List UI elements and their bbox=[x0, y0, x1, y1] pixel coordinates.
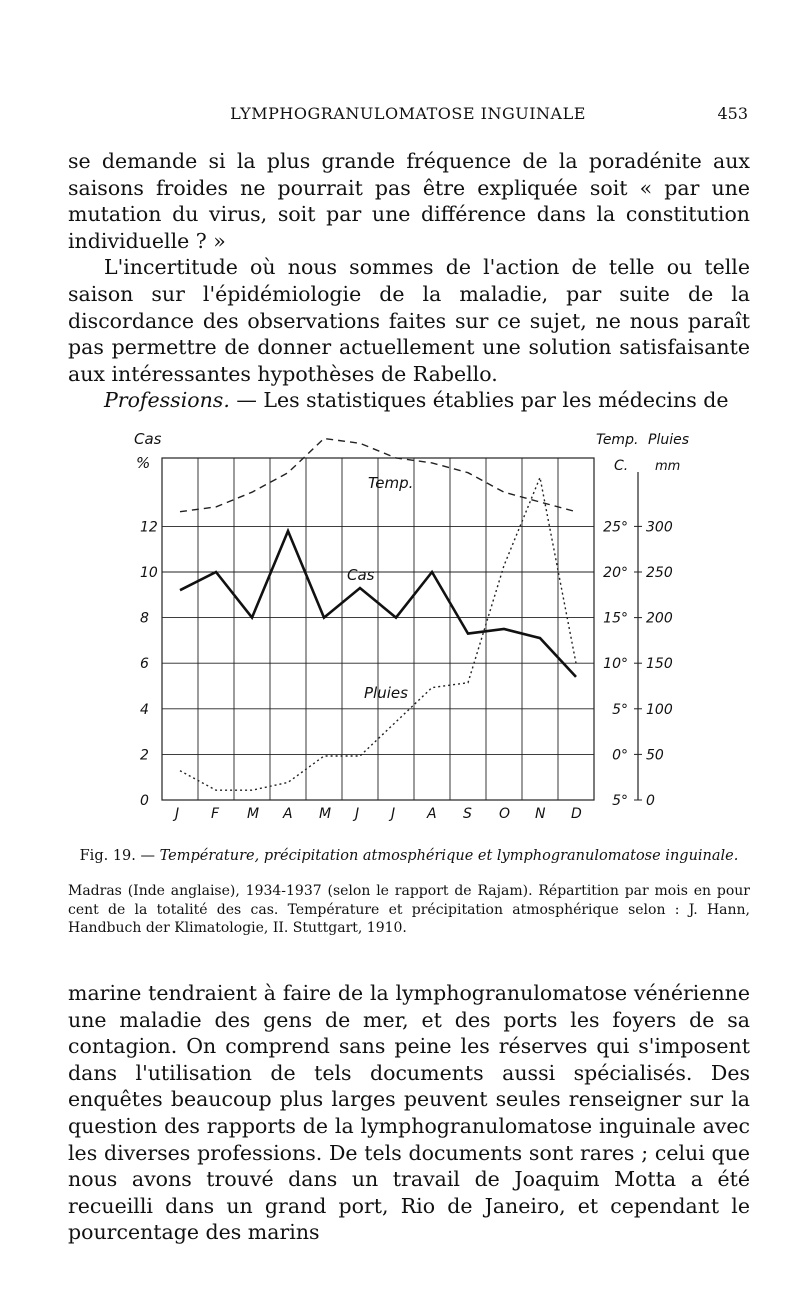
x-axis-month-label: J bbox=[355, 806, 360, 822]
chart-grid bbox=[162, 458, 594, 800]
left-axis-tick-label: 8 bbox=[140, 610, 149, 627]
temperature-tick-label: 5° bbox=[612, 793, 628, 809]
series-label-cas: Cas bbox=[347, 566, 375, 584]
temperature-tick-label: 20° bbox=[603, 565, 628, 581]
paragraph: L'incertitude où nous sommes de l'action de telle ou telle saison sur l'épidémiologie de la maladie, par suite de la discordance des observations faites sur ce sujet, ne nous paraît pas permettre de donner actuellement une solution satisfaisante aux intéressantes hypothèses de Rabello. bbox=[68, 255, 750, 386]
running-title: LYMPHOGRANULOMATOSE INGUINALE bbox=[230, 104, 586, 123]
body-text-top bbox=[68, 148, 750, 414]
right-axis-title-pluies: Pluies bbox=[648, 432, 690, 448]
rain-tick-label: 200 bbox=[646, 610, 673, 627]
rain-tick-label: 150 bbox=[646, 656, 673, 673]
right-axis-title-temp: Temp. bbox=[596, 432, 639, 448]
x-axis-month-label: J bbox=[175, 806, 180, 822]
series-label-temp: Temp. bbox=[368, 474, 414, 492]
body-text-bottom bbox=[68, 980, 750, 1246]
page-number: 453 bbox=[717, 104, 748, 123]
rain-tick-label: 250 bbox=[646, 565, 673, 581]
figure-chart bbox=[120, 428, 720, 836]
temperature-tick-label: 0° bbox=[612, 747, 628, 764]
x-axis-month-label: A bbox=[283, 806, 293, 822]
series-label-pluies: Pluies bbox=[364, 684, 408, 702]
figure-caption-body: Madras (Inde anglaise), 1934-1937 (selon le rapport de Rajam). Répartition par mois en pour cent de la totalité des cas. Température et précipitation atmosphérique selon : J. Hann, Handbuch der Klimatologie, II. Stuttgart, 1910. bbox=[68, 883, 750, 936]
x-axis-month-label: M bbox=[319, 806, 332, 822]
rain-tick-label: 100 bbox=[646, 701, 673, 718]
left-axis-title-percent: % bbox=[136, 454, 151, 472]
paragraph: marine tendraient à faire de la lymphogranulomatose vénérienne une maladie des gens de mer, et des ports les foyers de sa contagion. On comprend sans peine les réserves qui s'imposent dans l'utilisation de tels documents aussi spécialisés. Des enquêtes beaucoup plus larges peuvent seules renseigner sur la question des rapports de la lymphogranulomatose inguinale avec les diverses professions. De tels documents sont rares ; celui que nous avons trouvé dans un travail de Joaquim Motta a été recueilli dans un grand port, Rio de Janeiro, et cependant le pourcentage des marins bbox=[68, 981, 750, 1245]
temperature-tick-label: 10° bbox=[603, 656, 628, 673]
running-head bbox=[68, 104, 748, 130]
left-axis-title-cas: Cas bbox=[134, 430, 162, 448]
figure-label: Fig. 19. — bbox=[79, 848, 155, 864]
figure-title: Température, précipitation atmosphérique et lymphogranulomatose inguinale. bbox=[159, 848, 739, 864]
rain-tick-label: 50 bbox=[646, 747, 664, 764]
x-axis-month-label: N bbox=[535, 806, 546, 822]
x-axis-month-label: J bbox=[391, 806, 396, 822]
left-axis-tick-label: 2 bbox=[140, 747, 149, 764]
figure-caption-title bbox=[68, 848, 750, 864]
paragraph-professions bbox=[68, 387, 750, 414]
x-axis-month-label: A bbox=[427, 806, 437, 822]
x-axis-month-label: M bbox=[247, 806, 260, 822]
left-axis-tick-label: 6 bbox=[140, 656, 149, 673]
x-axis-month-label: S bbox=[463, 806, 472, 822]
paragraph: se demande si la plus grande fréquence de la poradénite aux saisons froides ne pourrait pas être expliquée soit « par une mutation du virus, soit par une différence dans la constitution individuelle ? » bbox=[68, 149, 750, 253]
left-axis-tick-label: 0 bbox=[140, 793, 149, 809]
temperature-tick-label: 25° bbox=[603, 519, 628, 536]
rain-tick-label: 0 bbox=[646, 793, 655, 809]
left-axis-tick-label: 10 bbox=[140, 565, 158, 581]
chart-tick-labels bbox=[140, 472, 673, 822]
right-axis-unit-mm: mm bbox=[655, 459, 681, 474]
left-axis-tick-label: 12 bbox=[140, 519, 158, 536]
paragraph-text: — Les statistiques établies par les médecins de bbox=[229, 388, 729, 413]
temperature-tick-label: 5° bbox=[612, 701, 628, 718]
x-axis-month-label: D bbox=[571, 806, 582, 822]
right-axis-unit-c: C. bbox=[614, 458, 629, 474]
left-axis-tick-label: 4 bbox=[140, 701, 149, 718]
x-axis-month-label: F bbox=[211, 806, 220, 822]
temperature-tick-label: 15° bbox=[603, 610, 628, 627]
x-axis-month-label: O bbox=[499, 806, 511, 822]
section-run-in-heading: Professions. bbox=[104, 388, 230, 413]
rain-tick-label: 300 bbox=[646, 519, 673, 536]
